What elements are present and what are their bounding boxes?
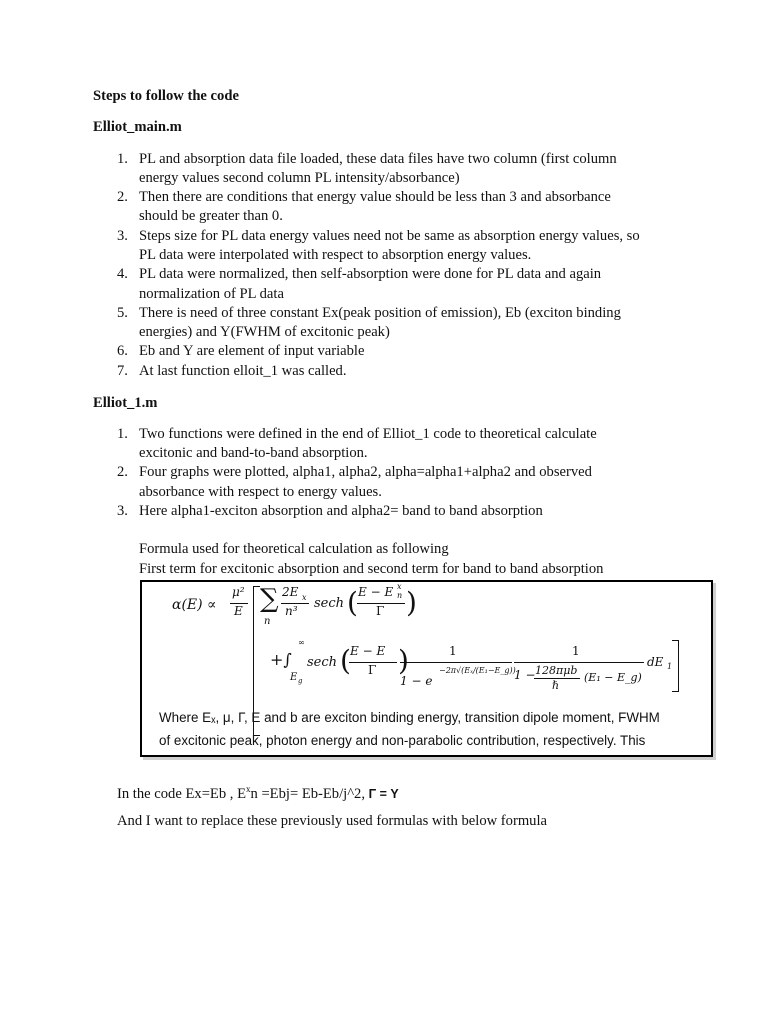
formula-box: [140, 580, 713, 757]
list-number: 3.: [117, 228, 128, 244]
formula-g-sub: g: [298, 677, 303, 685]
formula-where-line-2: of excitonic peak, photon energy and non-parabolic contribution, respectively. This: [159, 733, 646, 748]
list-item-line: energies) and Y(FWHM of excitonic peak): [139, 324, 390, 340]
formula-hbar: ℏ: [552, 679, 560, 692]
formula-sum: ∑: [260, 584, 279, 614]
list-item-line: PL data were normalized, then self-absorption were done for PL data and again: [139, 266, 602, 282]
list-item-line: should be greater than 0.: [139, 208, 283, 224]
formula-where-line-1: Where Eₓ, μ, Γ, E and b are exciton binding energy, transition dipole moment, FWHM: [159, 710, 660, 725]
section-title-elliot-1: Elliot_1.m: [93, 395, 158, 411]
list-item-line: Two functions were defined in the end of Elliot_1 code to theoretical calculate: [139, 426, 597, 442]
list-number: 1.: [117, 426, 128, 442]
list-item-line: absorbance with respect to energy values.: [139, 484, 382, 500]
formula-Eg-lower: E: [290, 672, 298, 683]
formula-one-a: 1: [449, 644, 457, 658]
list-item-line: normalization of PL data: [139, 286, 284, 302]
formula-exponent: −2π√(Eₓ/(E₁−E_g)): [439, 666, 516, 675]
formula-one-b: 1: [572, 644, 580, 658]
code-line-part1: In the code Ex=Eb , E: [117, 785, 246, 802]
formula-n-sub: n: [397, 591, 403, 600]
formula-n3: n³: [285, 604, 298, 618]
list-item-line: Steps size for PL data energy values need not be same as absorption energy values, so: [139, 228, 640, 244]
list-number: 4.: [117, 266, 128, 282]
formula-gamma-2: Γ: [368, 663, 377, 677]
formula-one-minus-e: 1 − e: [400, 674, 433, 688]
code-line-part3: Γ = Y: [368, 786, 399, 801]
paren-close-2: ): [398, 644, 409, 677]
list-number: 2.: [117, 189, 128, 205]
formula-sech-1: sech: [314, 596, 345, 611]
list-item-line: Four graphs were plotted, alpha1, alpha2, alpha=alpha1+alpha2 and observed: [139, 464, 592, 480]
list-item-line: There is need of three constant Ex(peak position of emission), Eb (exciton binding: [139, 305, 621, 321]
formula-intro: Formula used for theoretical calculation as following: [139, 541, 449, 557]
section-title-elliot-main: Elliot_main.m: [93, 119, 182, 135]
formula-alpha-lhs: α(E) ∝: [172, 597, 217, 613]
formula-sech-2: sech: [307, 655, 338, 670]
formula-mu2: μ²: [232, 585, 245, 599]
formula-E1-minus-Eg: (E₁ − E_g): [584, 671, 642, 684]
list-item-line: PL and absorption data file loaded, these data files have two column (first column: [139, 151, 617, 167]
list-number: 3.: [117, 503, 128, 519]
formula-E: E: [234, 604, 243, 618]
paren-open-2: (: [340, 644, 351, 677]
code-line-sup: x: [246, 784, 251, 794]
code-line: [117, 780, 399, 804]
formula-E-minus-Enx-2: E − E: [350, 644, 386, 658]
formula-2Ex: 2E: [282, 585, 299, 599]
formula-gamma-1: Γ: [376, 604, 385, 618]
fraction-bar: [514, 662, 644, 663]
formula-x-sup: x: [397, 582, 402, 591]
code-line-part2: n =Ebj= Eb-Eb/j^2,: [250, 785, 369, 802]
list-number: 1.: [117, 151, 128, 167]
formula-one-minus: 1 −: [514, 668, 536, 682]
doc-heading: Steps to follow the code: [93, 88, 239, 104]
list-number: 5.: [117, 305, 128, 321]
list-number: 2.: [117, 464, 128, 480]
paren-close: ): [406, 586, 417, 619]
list-item-line: At last function elloit_1 was called.: [139, 363, 347, 379]
formula-E-minus-Enx: E − E: [358, 585, 394, 599]
list-item-line: excitonic and band-to-band absorption.: [139, 445, 368, 461]
list-number: 7.: [117, 363, 128, 379]
formula-dE-sub: 1: [667, 662, 673, 671]
formula-dE: dE: [647, 655, 664, 669]
list-item-line: PL data were interpolated with respect to absorption energy values.: [139, 247, 532, 263]
formula-inf: ∞: [298, 638, 305, 647]
list-item-line: Then there are conditions that energy value should be less than 3 and absorbance: [139, 189, 611, 205]
formula-128: 128πμb: [535, 664, 578, 677]
list-item-line: Eb and Y are element of input variable: [139, 343, 365, 359]
list-item-line: Here alpha1-exciton absorption and alpha2= band to band absorption: [139, 503, 543, 519]
formula-x-sub: x: [302, 593, 307, 602]
formula-plus-integral: +∫: [270, 650, 292, 669]
list-number: 6.: [117, 343, 128, 359]
list-item-line: energy values second column PL intensity/absorbance): [139, 170, 460, 186]
closing-sentence: And I want to replace these previously used formulas with below formula: [117, 813, 547, 829]
right-bracket: [672, 640, 679, 692]
formula-sum-index: n: [264, 616, 271, 627]
fraction-bar: [400, 662, 512, 663]
formula-intro-2: First term for excitonic absorption and second term for band to band absorption: [139, 561, 604, 577]
paren-open: (: [347, 586, 358, 619]
